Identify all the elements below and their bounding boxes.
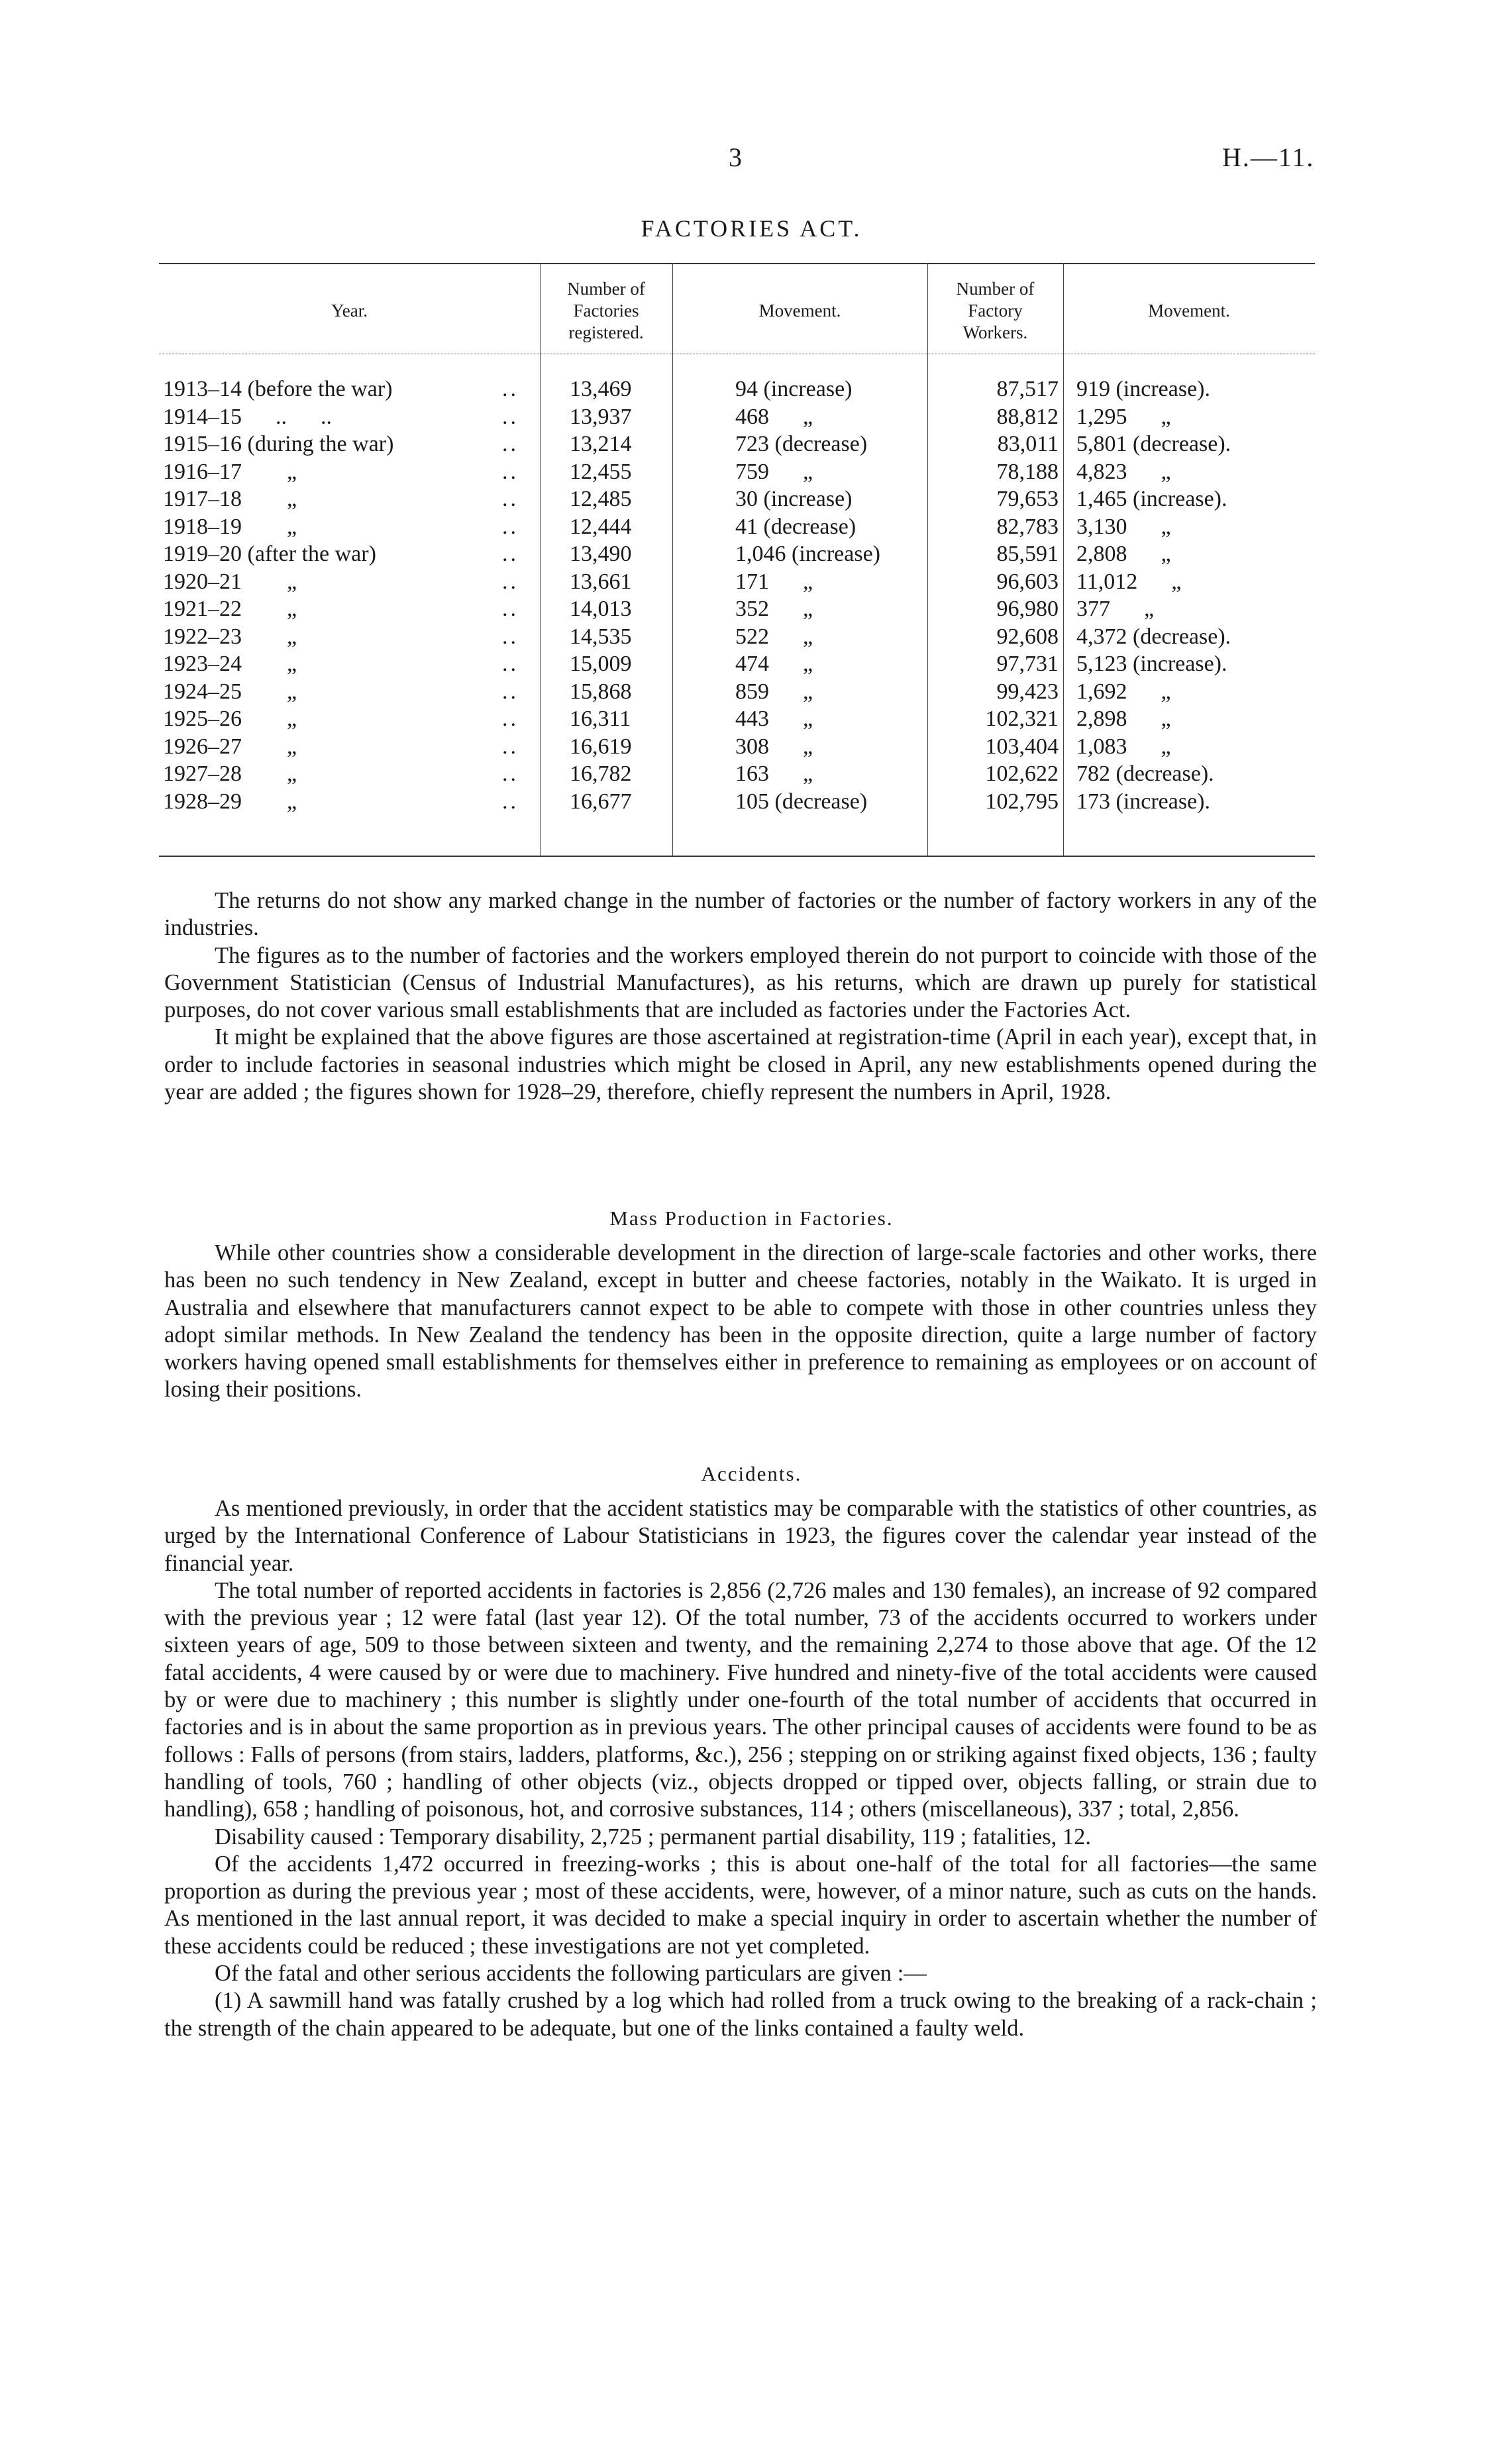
paragraph: The total number of reported accidents in factories is 2,856 (2,726 males and 130 females), an increase of 92 compared with the previous year ; 12 were fatal (last year 12). Of the total number, 73 of the accidents occurred to workers under sixteen years of age, 509 to those between sixteen and twenty, and the remaining 2,274 to those above that age. Of the 12 fatal accidents, 4 were caused by or were due to machinery. Five hundred and ninety-five of the total accidents were caused by or were due to machinery ; this number is slightly under one-fourth of the total number of accidents that occurred in factories and is in about the same proportion as in previous years. The other principal causes of accidents were found to be as follows : Falls of persons (from stairs, ladders, platforms, &c.), 256 ; stepping on or striking against fixed objects, 136 ; faulty handling of tools, 760 ; handling of other objects (viz., objects dropped or tipped over, objects falling, or strain due to handling), 658 ; handling of poisonous, hot, and corrosive substances, 114 ; others (miscellaneous), 337 ; total, 2,856.: [164, 1577, 1317, 1822]
cell-factories: 13,214: [570, 432, 632, 456]
cell-dots: ..: [502, 377, 519, 401]
cell-movement-workers: 919 (increase).: [1076, 377, 1211, 401]
header-line: registered.: [568, 322, 644, 342]
cell-workers: 88,812: [996, 404, 1059, 429]
cell-movement-factories: 105 (decrease): [735, 789, 868, 814]
cell-factories: 16,619: [570, 734, 632, 759]
cell-movement-workers: 4,823 „: [1076, 459, 1171, 484]
paragraph: Of the fatal and other serious accidents the following particulars are given :—: [215, 1961, 927, 1987]
cell-year: 1920–21 „: [163, 569, 297, 594]
cell-movement-factories: 468 „: [735, 404, 813, 429]
cell-movement-workers: 2,808 „: [1076, 542, 1171, 566]
cell-dots: ..: [502, 597, 519, 621]
cell-movement-workers: 1,083 „: [1076, 734, 1171, 759]
cell-workers: 102,321: [985, 707, 1059, 731]
cell-dots: ..: [502, 624, 519, 649]
cell-dots: ..: [502, 487, 519, 511]
cell-movement-factories: 308 „: [735, 734, 813, 759]
page-number: 3: [729, 142, 742, 172]
table-row: [159, 595, 1315, 623]
cell-dots: ..: [502, 707, 519, 731]
cell-year: 1923–24 „: [163, 652, 297, 676]
table-row: [159, 513, 1315, 541]
cell-movement-factories: 352 „: [735, 597, 813, 621]
cell-workers: 78,188: [996, 459, 1059, 484]
header-line: Factory: [968, 300, 1023, 320]
cell-workers: 96,603: [996, 569, 1059, 594]
cell-movement-factories: 171 „: [735, 569, 813, 594]
paragraph: It might be explained that the above figures are those ascertained at registration-time (April in each year), except that, in order to include factories in seasonal industries which might be closed in April, any new establishments opened during the year are added ; the figures shown for 1928–29, therefore, chiefly represent the numbers in April, 1928.: [164, 1024, 1317, 1105]
cell-factories: 16,782: [570, 762, 632, 786]
cell-movement-factories: 94 (increase): [735, 377, 853, 401]
cell-workers: 102,795: [985, 789, 1059, 814]
cell-workers: 103,404: [985, 734, 1059, 759]
table-top-rule: [159, 263, 1315, 264]
cell-movement-factories: 443 „: [735, 707, 813, 731]
paragraph: While other countries show a considerable development in the direction of large-scale factories and other works, there has been no such tendency in New Zealand, except in butter and cheese factories, notably in the Waikato. It is urged in Australia and elsewhere that manufacturers cannot expect to be able to compete with those in other countries unless they adopt similar methods. In New Zealand the tendency has been in the opposite direction, quite a large number of factory workers having opened small establishments for themselves either in preference to remaining as employees or on account of losing their positions.: [164, 1240, 1317, 1403]
header-movement-workers: Movement.: [1148, 300, 1230, 320]
cell-year: 1925–26 „: [163, 707, 297, 731]
paragraph: The returns do not show any marked change in the number of factories or the number of factory workers in any of the industries.: [164, 888, 1317, 941]
cell-movement-factories: 474 „: [735, 652, 813, 676]
header-factory-workers: [927, 271, 1063, 350]
cell-factories: 13,469: [570, 377, 632, 401]
cell-factories: 15,009: [570, 652, 632, 676]
cell-workers: 92,608: [996, 624, 1059, 649]
table-row: [159, 430, 1315, 458]
paragraph: The figures as to the number of factories and the workers employed therein do not purport to coincide with those of the Government Statistician (Census of Industrial Manufactures), as his returns, which are drawn up purely for statistical purposes, do not cover various small establishments that are included as factories under the Factories Act.: [164, 942, 1317, 1023]
table-row: [159, 623, 1315, 651]
header-line: Number of: [567, 278, 645, 299]
table-row: [159, 540, 1315, 568]
cell-movement-workers: 377 „: [1076, 597, 1155, 621]
cell-dots: ..: [502, 652, 519, 676]
paragraph: Disability caused : Temporary disability, 2,725 ; permanent partial disability, 119 ; fatalities, 12.: [215, 1824, 1091, 1849]
cell-movement-factories: 859 „: [735, 679, 813, 704]
cell-workers: 102,622: [985, 762, 1059, 786]
cell-movement-workers: 5,801 (decrease).: [1076, 432, 1231, 456]
cell-year: 1919–20 (after the war): [163, 542, 376, 566]
cell-year: 1924–25 „: [163, 679, 297, 704]
cell-year: 1928–29 „: [163, 789, 297, 814]
cell-movement-factories: 522 „: [735, 624, 813, 649]
cell-factories: 14,013: [570, 597, 632, 621]
cell-workers: 82,783: [996, 514, 1059, 539]
header-movement-factories: Movement.: [758, 300, 841, 320]
cell-dots: ..: [502, 432, 519, 456]
table-row: [159, 705, 1315, 733]
table-row: [159, 375, 1315, 403]
cell-year: 1915–16 (during the war): [163, 432, 394, 456]
cell-dots: ..: [502, 569, 519, 594]
cell-factories: 12,444: [570, 514, 632, 539]
cell-movement-workers: 11,012 „: [1076, 569, 1182, 594]
table-row: [159, 650, 1315, 678]
paragraph: As mentioned previously, in order that the accident statistics may be comparable with the statistics of other countries, as urged by the International Conference of Labour Statisticians in 1923, the figures cover the calendar year instead of the financial year.: [164, 1496, 1317, 1576]
cell-year: 1913–14 (before the war): [163, 377, 393, 401]
cell-dots: ..: [502, 789, 519, 814]
table-row: [159, 733, 1315, 761]
cell-factories: 12,485: [570, 487, 632, 511]
cell-movement-factories: 30 (increase): [735, 487, 853, 511]
header-year: Year.: [331, 300, 368, 320]
table-body: [159, 375, 1315, 815]
accidents-text: [164, 1495, 1317, 2042]
cell-year: 1916–17 „: [163, 459, 297, 484]
cell-movement-workers: 1,465 (increase).: [1076, 487, 1227, 511]
cell-workers: 79,653: [996, 487, 1059, 511]
cell-movement-factories: 163 „: [735, 762, 813, 786]
table-row: [159, 678, 1315, 706]
cell-year: 1922–23 „: [163, 624, 297, 649]
table-row: [159, 458, 1315, 486]
cell-year: 1918–19 „: [163, 514, 297, 539]
cell-factories: 14,535: [570, 624, 632, 649]
header-line: Factories: [573, 300, 639, 320]
cell-factories: 16,677: [570, 789, 632, 814]
table-row: [159, 403, 1315, 431]
cell-movement-workers: 173 (increase).: [1076, 789, 1211, 814]
table-row: [159, 788, 1315, 816]
header-factories-registered: [540, 271, 672, 350]
cell-movement-workers: 782 (decrease).: [1076, 762, 1214, 786]
header-line: Number of: [956, 278, 1035, 299]
paragraph: Of the accidents 1,472 occurred in freezing-works ; this is about one-half of the total for all factories—the same proportion as during the previous year ; most of these accidents, were, however, of a minor nature, such as cuts on the hands. As mentioned in the last annual report, it was decided to make a special inquiry in order to ascertain whether the number of these accidents could be reduced ; these investigations are not yet completed.: [164, 1851, 1317, 1959]
cell-workers: 99,423: [996, 679, 1059, 704]
cell-movement-workers: 1,295 „: [1076, 404, 1171, 429]
cell-dots: ..: [502, 762, 519, 786]
cell-year: 1917–18 „: [163, 487, 297, 511]
cell-movement-workers: 5,123 (increase).: [1076, 652, 1227, 676]
cell-movement-factories: 1,046 (increase): [735, 542, 881, 566]
cell-year: 1914–15 .. ..: [163, 404, 332, 429]
document-reference: H.—11.: [1222, 142, 1315, 172]
cell-dots: ..: [502, 679, 519, 704]
cell-dots: ..: [502, 459, 519, 484]
cell-movement-factories: 759 „: [735, 459, 813, 484]
factories-table: [159, 263, 1315, 858]
cell-movement-workers: 1,692 „: [1076, 679, 1171, 704]
cell-factories: 13,490: [570, 542, 632, 566]
cell-factories: 12,455: [570, 459, 632, 484]
cell-workers: 85,591: [996, 542, 1059, 566]
accidents-heading: Accidents.: [701, 1462, 802, 1485]
cell-factories: 16,311: [570, 707, 631, 731]
cell-movement-workers: 3,130 „: [1076, 514, 1171, 539]
cell-movement-factories: 723 (decrease): [735, 432, 868, 456]
cell-year: 1921–22 „: [163, 597, 297, 621]
cell-dots: ..: [502, 734, 519, 759]
section-title: FACTORIES ACT.: [641, 215, 862, 242]
cell-workers: 97,731: [996, 652, 1059, 676]
cell-year: 1927–28 „: [163, 762, 297, 786]
cell-year: 1926–27 „: [163, 734, 297, 759]
cell-movement-factories: 41 (decrease): [735, 514, 856, 539]
table-row: [159, 485, 1315, 513]
mass-production-heading: Mass Production in Factories.: [609, 1207, 894, 1230]
table-row: [159, 568, 1315, 596]
cell-movement-workers: 4,372 (decrease).: [1076, 624, 1231, 649]
cell-dots: ..: [502, 404, 519, 429]
paragraph: (1) A sawmill hand was fatally crushed by a log which had rolled from a truck owing to the breaking of a rack-chain ; the strength of the chain appeared to be adequate, but one of the links contained a faulty weld.: [164, 1988, 1317, 2041]
cell-factories: 13,937: [570, 404, 632, 429]
cell-factories: 13,661: [570, 569, 632, 594]
cell-movement-workers: 2,898 „: [1076, 707, 1171, 731]
header-line: Workers.: [962, 322, 1028, 342]
cell-workers: 87,517: [996, 377, 1059, 401]
table-row: [159, 760, 1315, 788]
table-bottom-rule: [159, 856, 1315, 857]
cell-workers: 96,980: [996, 597, 1059, 621]
intro-text: [164, 887, 1317, 1106]
cell-dots: ..: [502, 542, 519, 566]
cell-dots: ..: [502, 514, 519, 539]
mass-production-text: [164, 1240, 1317, 1404]
cell-factories: 15,868: [570, 679, 632, 704]
cell-workers: 83,011: [997, 432, 1059, 456]
